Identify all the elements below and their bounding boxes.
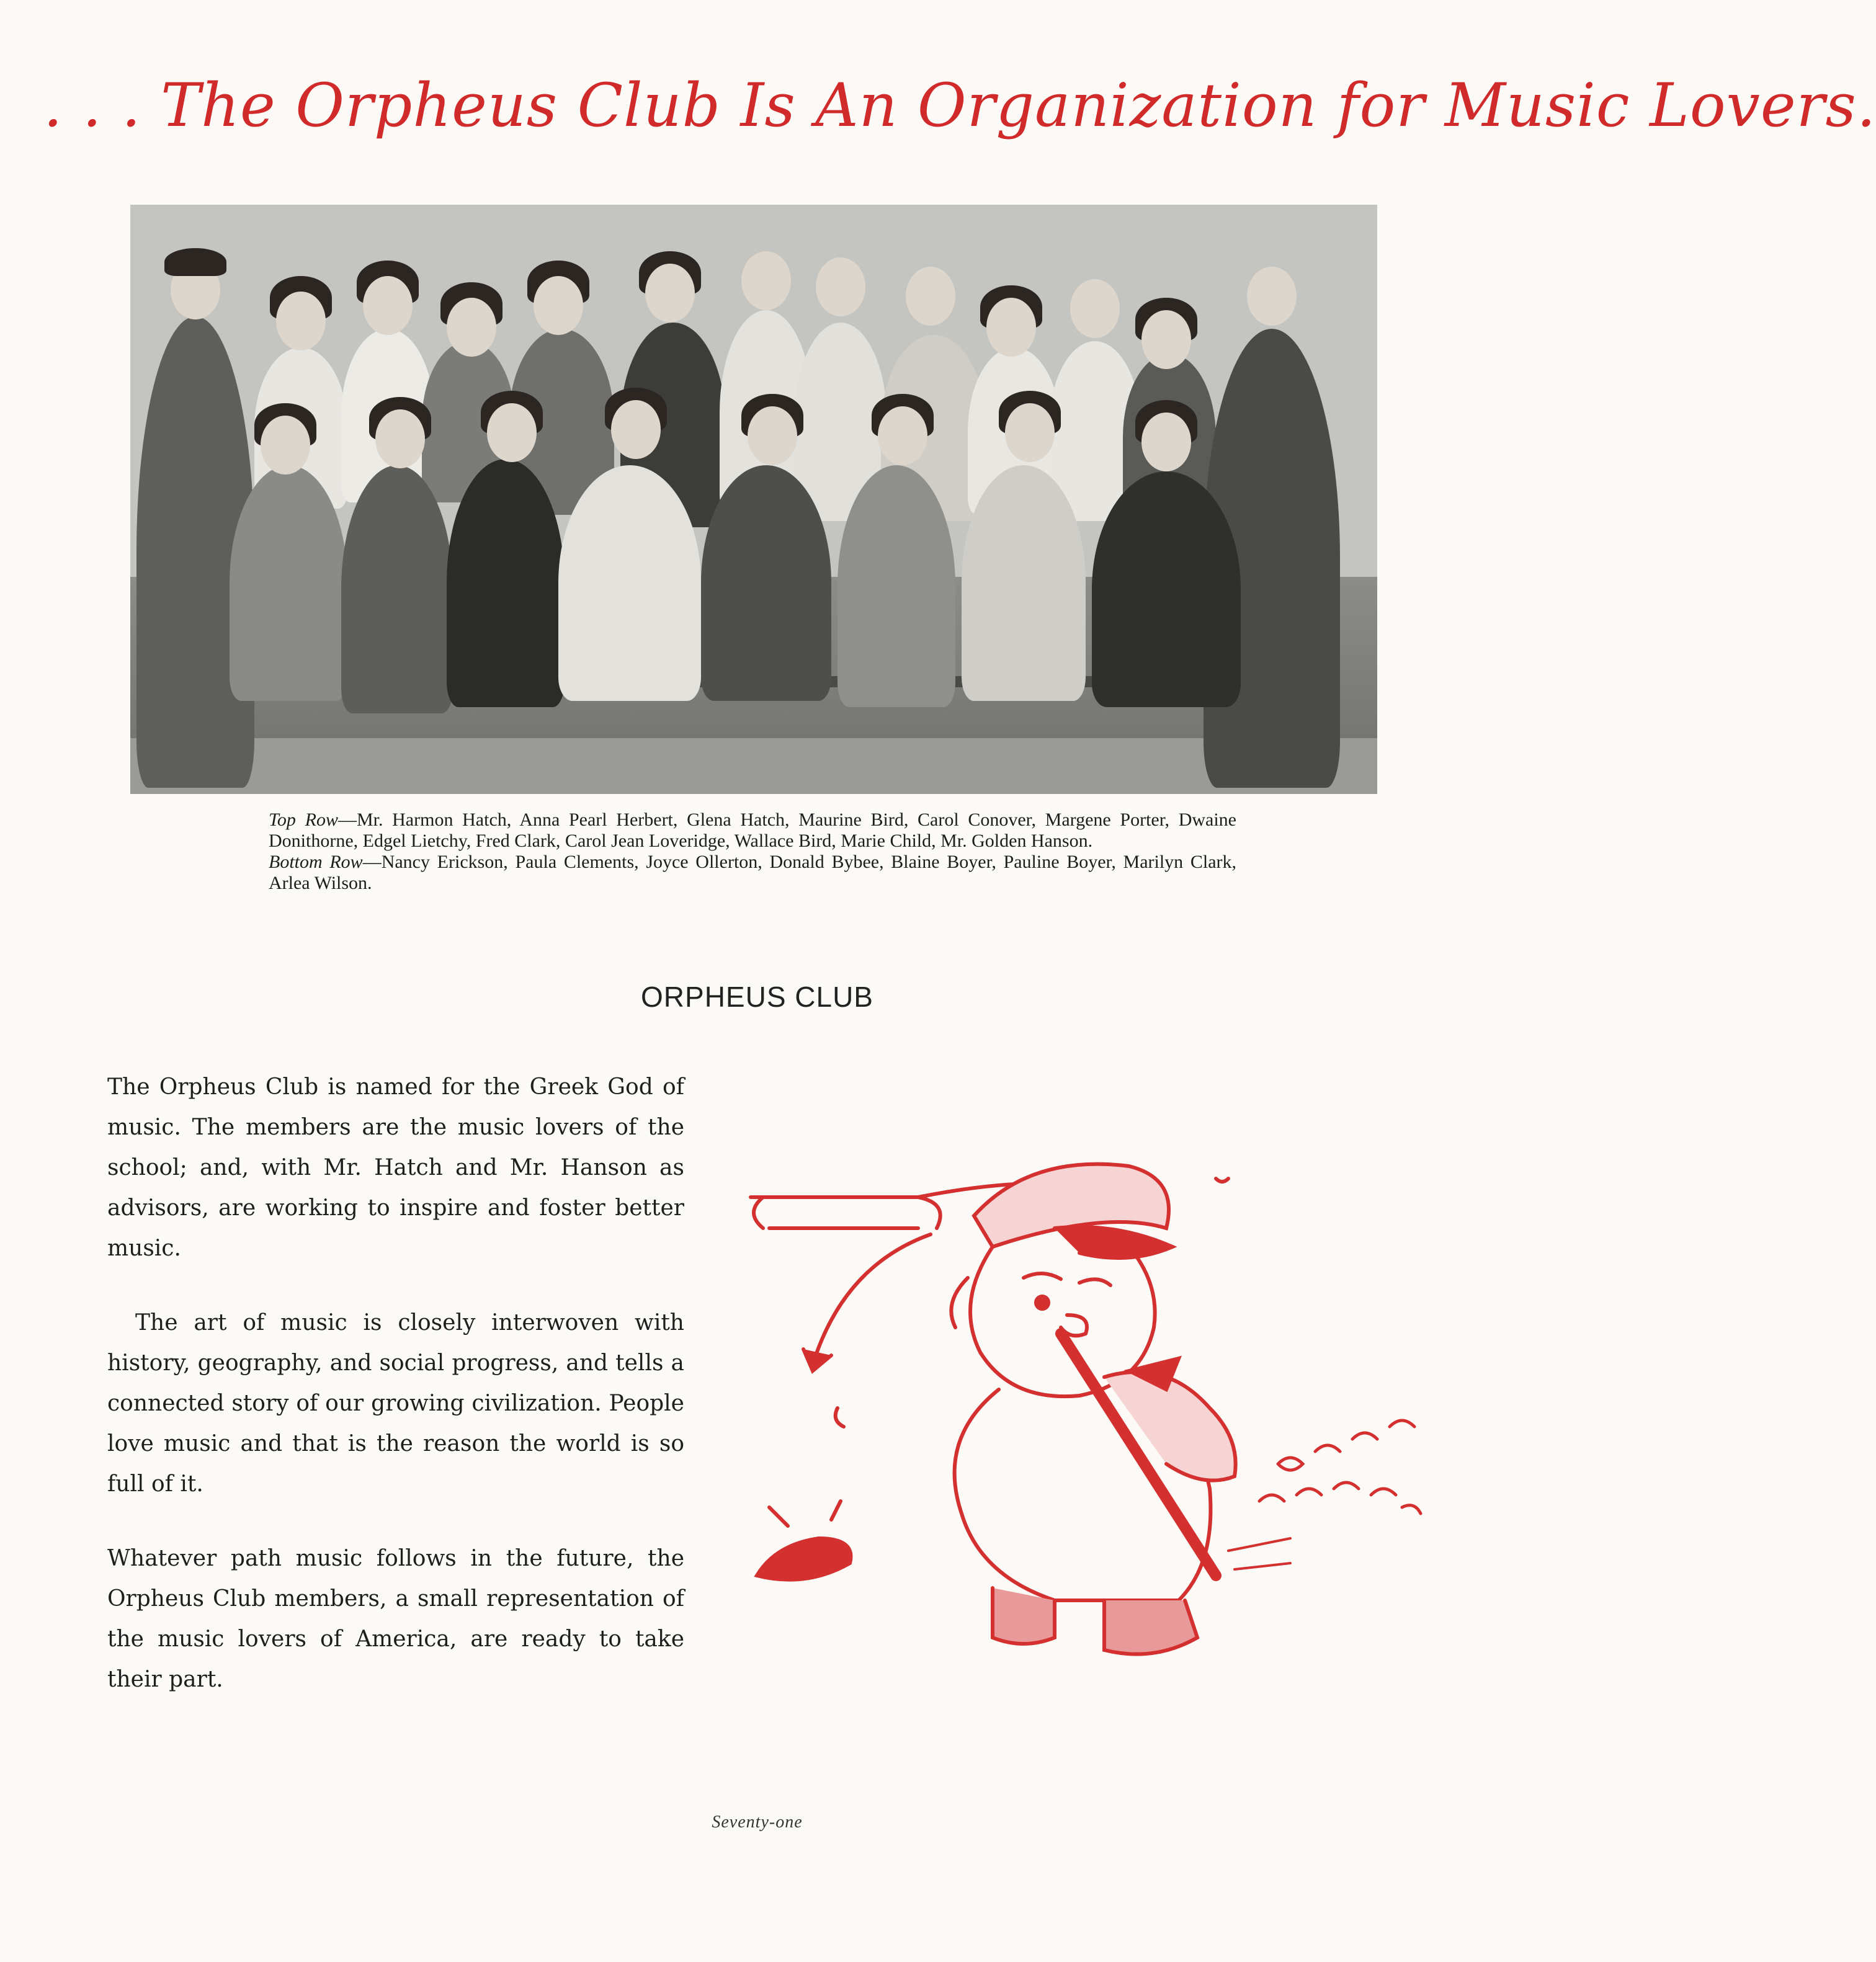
- section-title: ORPHEUS CLUB: [641, 981, 873, 1013]
- paragraph-3: Whatever path music follows in the future, the Orpheus Club members, a small representation of the music lovers of America, are ready to take their part.: [107, 1546, 684, 1692]
- photo-caption: [269, 809, 1236, 894]
- page-headline: . . . The Orpheus Club Is An Organization for Music Lovers.: [43, 71, 1876, 140]
- flute-player-cartoon: [732, 1141, 1433, 1675]
- paragraph-2: The art of music is closely interwoven with history, geography, and social progress, and tells a connected story of our growing civilization. People love music and that is the reason the world is so full of it.: [107, 1310, 684, 1497]
- article-body: [107, 1067, 684, 1734]
- paragraph-1: The Orpheus Club is named for the Greek God of music. The members are the music lovers of the school; and, with Mr. Hatch and Mr. Hanson as advisors, are working to inspire and foster better music.: [107, 1074, 684, 1261]
- bottom-row-names: —Nancy Erickson, Paula Clements, Joyce Ollerton, Donald Bybee, Blaine Boyer, Pauline Boyer, Marilyn Clark, Arlea Wilson.: [269, 852, 1236, 893]
- top-row-names: —Mr. Harmon Hatch, Anna Pearl Herbert, Glena Hatch, Maurine Bird, Carol Conover, Margene Porter, Dwaine Donithorne, Edgel Lietchy, Fred Clark, Carol Jean Loveridge, Wallace Bird, Marie Child, Mr. Golden Hanson.: [269, 809, 1237, 851]
- page-number: Seventy-one: [712, 1813, 803, 1832]
- bottom-row-label: Bottom Row: [269, 852, 363, 872]
- group-photo: [130, 205, 1377, 794]
- top-row-label: Top Row: [269, 809, 338, 830]
